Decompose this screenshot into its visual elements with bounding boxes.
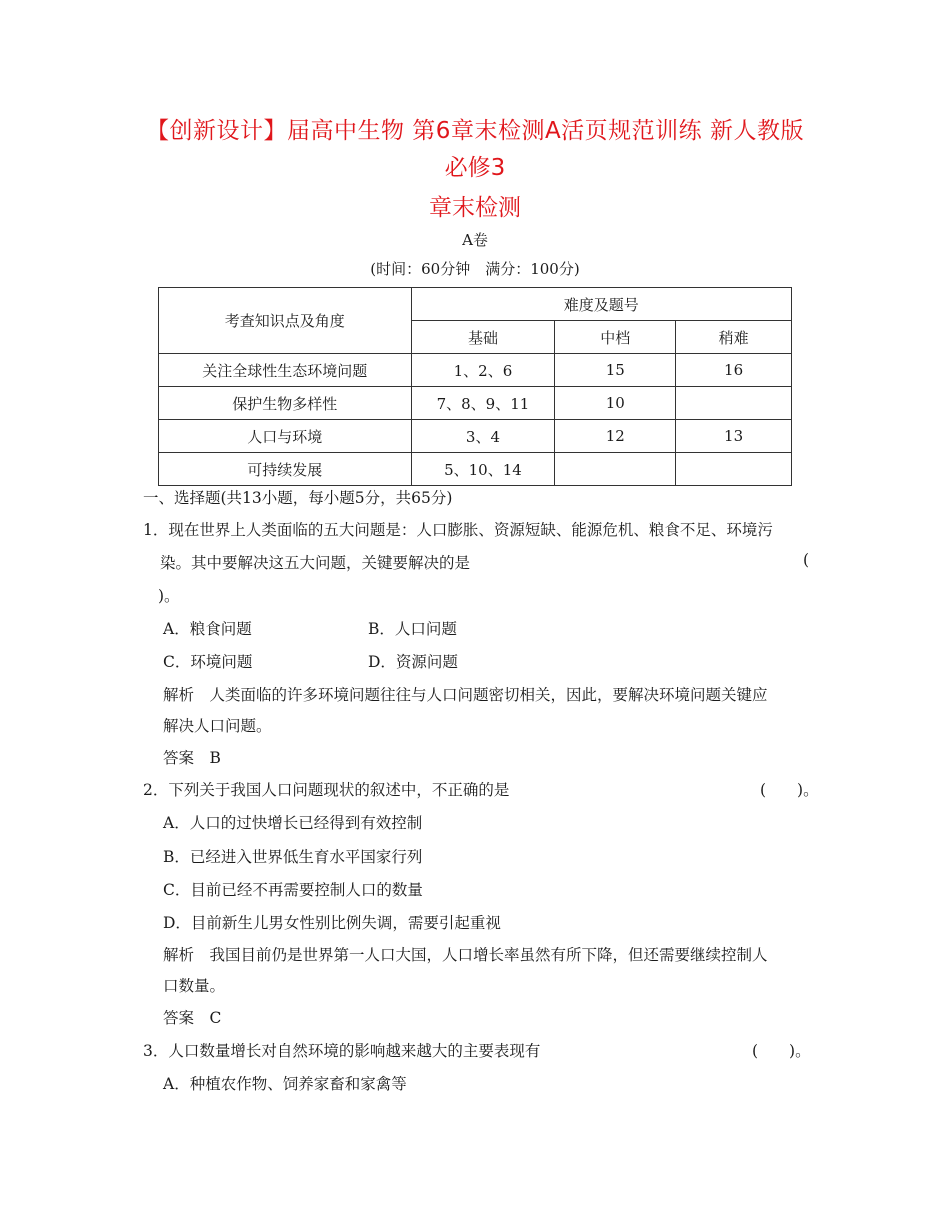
- document-title-line2: 必修3: [444, 155, 506, 181]
- table-header-hard: 稍难: [676, 321, 792, 354]
- table-row: [159, 420, 792, 453]
- table-cell-basic: 5、10、14: [411, 453, 555, 486]
- question-1-line3: )。: [158, 587, 180, 605]
- question-1-analysis-line2: 解决人口问题。: [163, 717, 272, 735]
- question-1-line1: 1．现在世界上人类面临的五大问题是：人口膨胀、资源短缺、能源危机、粮食不足、环境污: [143, 521, 773, 539]
- table-cell-topic: 人口与环境: [159, 420, 412, 453]
- table-row: [159, 354, 792, 387]
- table-cell-medium: 12: [555, 420, 676, 453]
- question-1-line2: 染。其中要解决这五大问题，关键要解决的是: [160, 554, 471, 572]
- question-2-analysis-line2: 口数量。: [163, 977, 226, 995]
- document-subtitle: 章末检测: [429, 195, 521, 221]
- table-cell-basic: 3、4: [411, 420, 555, 453]
- question-2-analysis-line1: 解析 我国目前仍是世界第一人口大国，人口增长率虽然有所下降，但还需要继续控制人: [163, 946, 768, 964]
- table-cell-medium: 15: [555, 354, 676, 387]
- table-cell-medium: [555, 453, 676, 486]
- table-cell-topic: 可持续发展: [159, 453, 412, 486]
- question-3-stem: 3．人口数量增长对自然环境的影响越来越大的主要表现有: [143, 1042, 541, 1060]
- table-cell-hard: 16: [676, 354, 792, 387]
- table-cell-topic: 关注全球性生态环境问题: [159, 354, 412, 387]
- document-title-line1: 【创新设计】届高中生物 第6章末检测A活页规范训练 新人教版: [146, 118, 804, 144]
- time-info: (时间：60分钟 满分：100分): [370, 260, 580, 278]
- knowledge-table: [158, 287, 792, 486]
- table-cell-hard: [676, 387, 792, 420]
- question-2-option-c: C．目前已经不再需要控制人口的数量: [163, 881, 423, 899]
- question-2-option-b: B．已经进入世界低生育水平国家行列: [163, 848, 423, 866]
- question-1-answer: 答案 B: [163, 749, 221, 767]
- question-1-option-a: A．粮食问题: [163, 620, 252, 638]
- table-header-topic: 考查知识点及角度: [159, 288, 412, 354]
- question-1-option-c: C．环境问题: [163, 653, 253, 671]
- section-heading: 一、选择题(共13小题，每小题5分，共65分): [143, 489, 453, 507]
- question-3-paren: ( )。: [752, 1042, 811, 1060]
- table-row: [159, 387, 792, 420]
- question-2-answer: 答案 C: [163, 1009, 222, 1027]
- table-header-medium: 中档: [555, 321, 676, 354]
- question-3-option-a: A．种植农作物、饲养家畜和家禽等: [163, 1075, 407, 1093]
- question-1-analysis-line1: 解析 人类面临的许多环境问题往往与人口问题密切相关，因此，要解决环境问题关键应: [163, 686, 768, 704]
- question-1-option-d: D．资源问题: [368, 653, 458, 671]
- question-2-option-a: A．人口的过快增长已经得到有效控制: [163, 814, 423, 832]
- table-cell-basic: 7、8、9、11: [411, 387, 555, 420]
- table-cell-topic: 保护生物多样性: [159, 387, 412, 420]
- table-cell-basic: 1、2、6: [411, 354, 555, 387]
- table-cell-hard: [676, 453, 792, 486]
- table-header-difficulty: 难度及题号: [411, 288, 791, 321]
- question-2-option-d: D．目前新生儿男女性别比例失调，需要引起重视: [163, 914, 501, 932]
- question-2-stem: 2．下列关于我国人口问题现状的叙述中，不正确的是: [143, 781, 510, 799]
- question-1-paren-open: (: [803, 551, 810, 569]
- table-cell-hard: 13: [676, 420, 792, 453]
- table-cell-medium: 10: [555, 387, 676, 420]
- volume-label: A卷: [462, 231, 488, 249]
- question-1-option-b: B．人口问题: [368, 620, 457, 638]
- table-header-basic: 基础: [411, 321, 555, 354]
- table-row: [159, 453, 792, 486]
- question-2-paren: ( )。: [760, 781, 819, 799]
